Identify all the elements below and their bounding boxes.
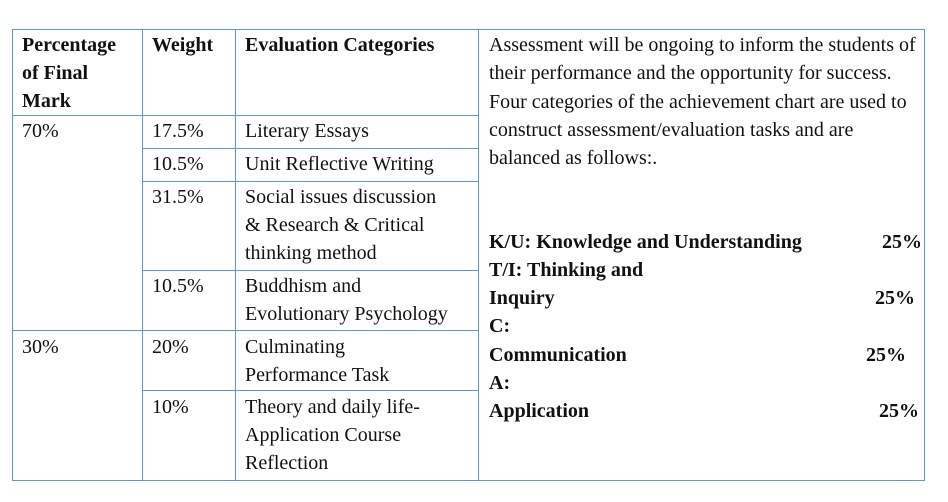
ku-value: 25% bbox=[882, 231, 922, 253]
header-percentage-line-1: Percentage bbox=[22, 34, 117, 56]
c-value: 25% bbox=[866, 344, 906, 366]
header-percentage bbox=[22, 31, 116, 115]
header-percentage-line-2: of Final bbox=[22, 62, 89, 84]
ti-value: 25% bbox=[875, 287, 915, 309]
header-percentage-line-3: Mark bbox=[22, 90, 71, 112]
row-6-category-line-2: Application Course bbox=[245, 424, 402, 446]
c-label-line-1: C: bbox=[489, 315, 511, 337]
row-2-category-line-1: Unit Reflective Writing bbox=[245, 153, 434, 175]
row-3-category-line-2: & Research & Critical bbox=[245, 214, 425, 236]
row-4-category-line-1: Buddhism and bbox=[245, 275, 362, 297]
group-2-percentage: 30% bbox=[22, 336, 59, 358]
row-5-category-line-2: Performance Task bbox=[245, 364, 390, 386]
row-1-weight: 17.5% bbox=[152, 120, 204, 142]
row-5-category bbox=[245, 333, 389, 389]
row-6-category-line-1: Theory and daily life- bbox=[245, 396, 420, 418]
row-4-weight: 10.5% bbox=[152, 275, 204, 297]
row-6-category-line-3: Reflection bbox=[245, 452, 329, 474]
row-2-weight: 10.5% bbox=[152, 153, 204, 175]
row-4-category-line-2: Evolutionary Psychology bbox=[245, 303, 448, 325]
a-label-line-1: A: bbox=[489, 372, 511, 394]
row-3-category-line-3: thinking method bbox=[245, 242, 377, 264]
a-value: 25% bbox=[879, 400, 919, 422]
a-label-line-2: Application bbox=[489, 400, 590, 422]
row-3-category bbox=[245, 183, 436, 267]
ti-label-line-2: Inquiry bbox=[489, 287, 555, 309]
ku-label: K/U: Knowledge and Understanding bbox=[489, 231, 802, 253]
row-3-weight: 31.5% bbox=[152, 186, 204, 208]
header-categories: Evaluation Categories bbox=[245, 34, 435, 56]
row-5-category-line-1: Culminating bbox=[245, 336, 345, 358]
row-2-category bbox=[245, 150, 434, 178]
row-6-category bbox=[245, 393, 420, 477]
row-1-category bbox=[245, 117, 369, 145]
header-weight: Weight bbox=[152, 34, 214, 56]
group-1-percentage: 70% bbox=[22, 120, 59, 142]
assessment-paragraph: Assessment will be ongoing to inform the students of their performance and the opportunity for success. Four categories of the achievement chart are used to construct assessment/evaluation tasks and are balanced as follows:. bbox=[489, 34, 916, 170]
c-label-line-2: Communication bbox=[489, 344, 627, 366]
ti-label-line-1: T/I: Thinking and bbox=[489, 259, 644, 281]
row-6-weight: 10% bbox=[152, 396, 189, 418]
row-1-category-line-1: Literary Essays bbox=[245, 120, 369, 142]
row-3-category-line-1: Social issues discussion bbox=[245, 186, 437, 208]
row-5-weight: 20% bbox=[152, 336, 189, 358]
row-4-category bbox=[245, 272, 448, 328]
